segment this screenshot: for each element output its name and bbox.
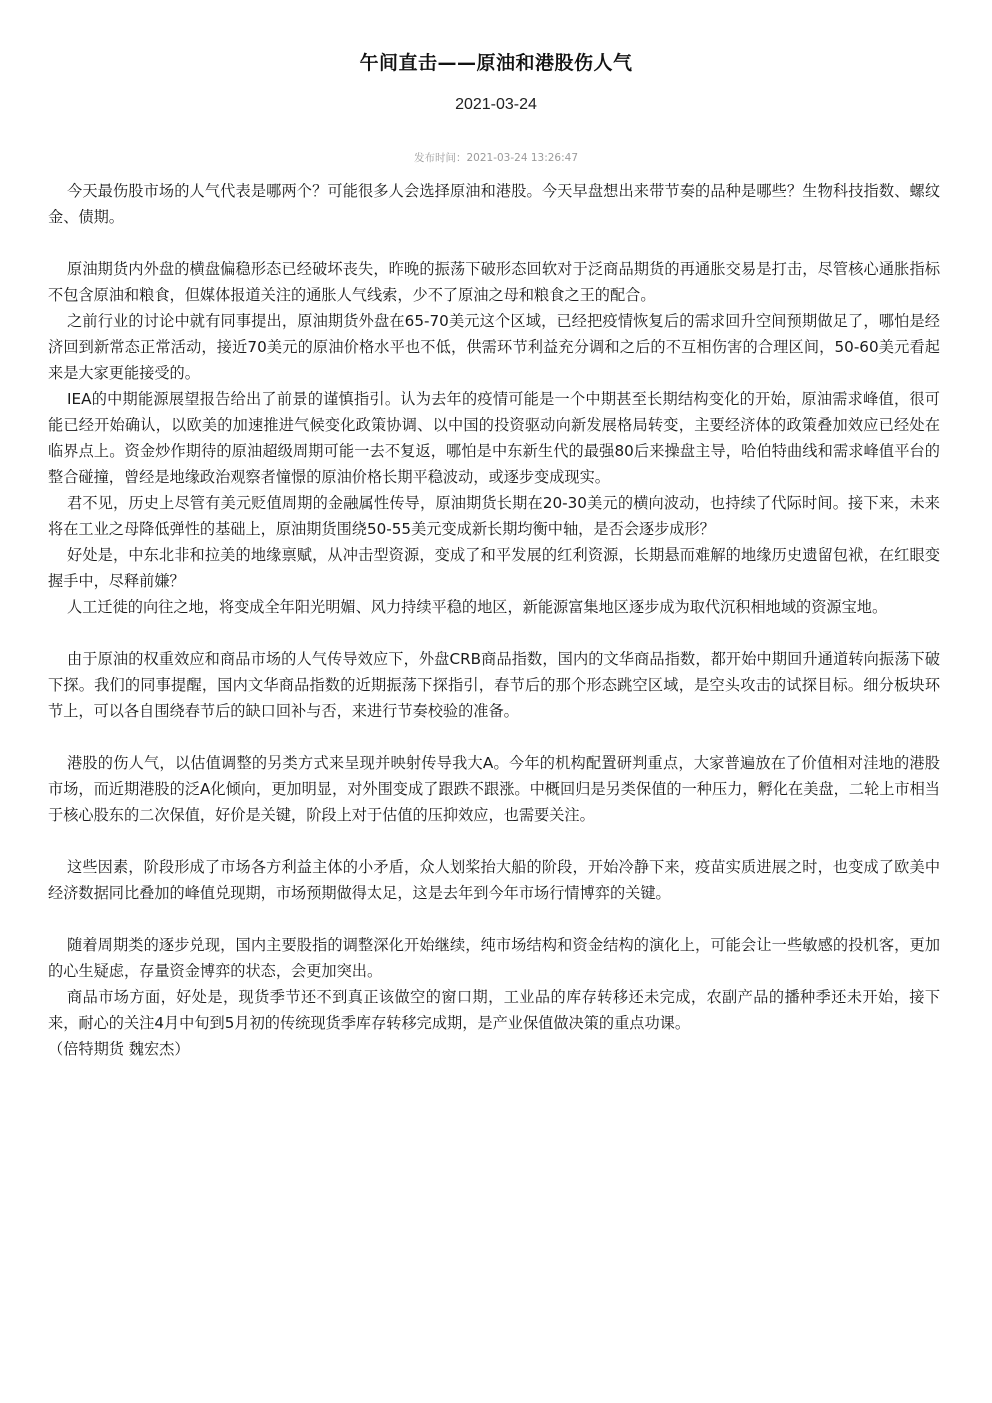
paragraph: 原油期货内外盘的横盘偏稳形态已经破坏丧失，昨晚的振荡下破形态回软对于泛商品期货的再通胀交易是打击，尽管核心通胀指标不包含原油和粮食，但媒体报道关注的通胀人气线索，少不了原油之母和粮食之王的配合。 <box>48 260 940 304</box>
article-title: 午间直击——原油和港股伤人气 <box>359 52 633 74</box>
paragraph: IEA的中期能源展望报告给出了前景的谨慎指引。认为去年的疫情可能是一个中期甚至长期结构变化的开始，原油需求峰值，很可能已经开始确认，以欧美的加速推进气候变化政策协调、以中国的投资驱动向新发展格局转变，主要经济体的政策叠加效应已经处在临界点上。资金炒作期待的原油超级周期可能一去不复返，哪怕是中东新生代的最强80后来操盘主导，哈伯特曲线和需求峰值平台的整合碰撞，曾经是地缘政治观察者憧憬的原油价格长期平稳波动，或逐步变成现实。 <box>48 390 940 486</box>
article-body <box>48 178 940 1062</box>
paragraph: 商品市场方面，好处是，现货季节还不到真正该做空的窗口期，工业品的库存转移还未完成，农副产品的播种季还未开始，接下来，耐心的关注4月中旬到5月初的传统现货季库存转移完成期，是产业保值做决策的重点功课。 <box>48 988 940 1032</box>
paragraph: 好处是，中东北非和拉美的地缘禀赋，从冲击型资源，变成了和平发展的红利资源，长期悬而难解的地缘历史遗留包袱，在红眼变握手中，尽释前嫌？ <box>48 546 940 590</box>
author-signature: （倍特期货 魏宏杰） <box>48 1040 190 1058</box>
paragraph: 今天最伤股市场的人气代表是哪两个？可能很多人会选择原油和港股。今天早盘想出来带节奏的品种是哪些？生物科技指数、螺纹金、债期。 <box>48 182 940 226</box>
paragraph: 之前行业的讨论中就有同事提出，原油期货外盘在65-70美元这个区域，已经把疫情恢复后的需求回升空间预期做足了，哪怕是经济回到新常态正常活动，接近70美元的原油价格水平也不低，供需环节利益充分调和之后的不互相伤害的合理区间，50-60美元看起来是大家更能接受的。 <box>48 312 940 382</box>
paragraph: 这些因素，阶段形成了市场各方利益主体的小矛盾，众人划桨抬大船的阶段，开始冷静下来，疫苗实质进展之时，也变成了欧美中经济数据同比叠加的峰值兑现期，市场预期做得太足，这是去年到今年市场行情博弈的关键。 <box>48 858 940 902</box>
paragraph: 人工迁徙的向往之地，将变成全年阳光明媚、风力持续平稳的地区，新能源富集地区逐步成为取代沉积相地域的资源宝地。 <box>67 598 888 616</box>
article-date: 2021-03-24 <box>455 96 537 113</box>
paragraph: 君不见，历史上尽管有美元贬值周期的金融属性传导，原油期货长期在20-30美元的横向波动，也持续了代际时间。接下来，未来将在工业之母降低弹性的基础上，原油期货围绕50-55美元变成新长期均衡中轴，是否会逐步成形？ <box>48 494 940 538</box>
paragraph: 由于原油的权重效应和商品市场的人气传导效应下，外盘CRB商品指数，国内的文华商品指数，都开始中期回升通道转向振荡下破下探。我们的同事提醒，国内文华商品指数的近期振荡下探指引，春节后的那个形态跳空区域，是空头攻击的试探目标。细分板块环节上，可以各自围绕春节后的缺口回补与否，来进行节奏校验的准备。 <box>48 650 940 720</box>
paragraph: 港股的伤人气，以估值调整的另类方式来呈现并映射传导我大A。今年的机构配置研判重点，大家普遍放在了价值相对洼地的港股市场，而近期港股的泛A化倾向，更加明显，对外围变成了跟跌不跟涨。中概回归是另类保值的一种压力，孵化在美盘，二轮上市相当于核心股东的二次保值，好价是关键，阶段上对于估值的压抑效应，也需要关注。 <box>48 754 940 824</box>
paragraph: 随着周期类的逐步兑现，国内主要股指的调整深化开始继续，纯市场结构和资金结构的演化上，可能会让一些敏感的投机客，更加的心生疑虑，存量资金博弈的状态，会更加突出。 <box>48 936 940 980</box>
publish-time: 发布时间：2021-03-24 13:26:47 <box>413 152 579 164</box>
